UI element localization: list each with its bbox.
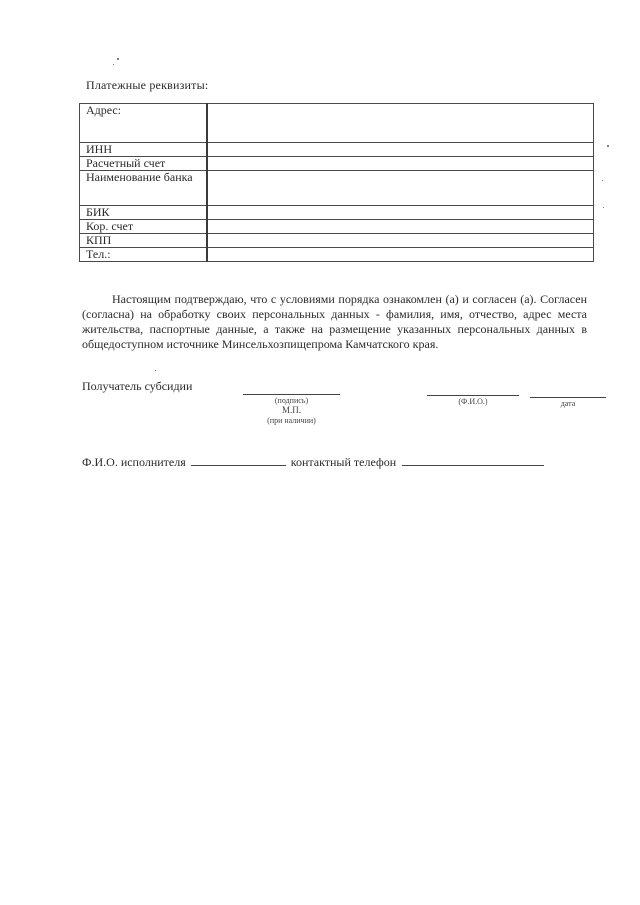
scan-speck	[602, 180, 603, 181]
address-label: Адрес:	[80, 104, 208, 143]
table-row	[80, 206, 594, 220]
payment-details-table	[79, 103, 594, 262]
corr-account-label: Кор. счет	[80, 220, 208, 234]
bank-name-value[interactable]	[207, 171, 594, 206]
scan-speck	[603, 207, 604, 208]
bik-label: БИК	[80, 206, 208, 220]
contact-phone-label: контактный телефон	[290, 455, 397, 469]
executor-label: Ф.И.О. исполнителя	[82, 455, 186, 469]
date-line[interactable]	[530, 397, 606, 398]
table-row	[80, 234, 594, 248]
table-row	[80, 171, 594, 206]
date-caption: дата	[560, 399, 576, 408]
inn-label: ИНН	[80, 143, 208, 157]
scan-speck	[607, 145, 609, 147]
address-value[interactable]	[207, 104, 594, 143]
recipient-label: Получатель субсидии	[82, 379, 193, 393]
scan-speck	[113, 64, 114, 65]
signature-line[interactable]	[243, 394, 340, 395]
table-row	[80, 220, 594, 234]
phone-label: Тел.:	[80, 248, 208, 262]
corr-account-value[interactable]	[207, 220, 594, 234]
scan-speck	[117, 58, 119, 60]
consent-text: Настоящим подтверждаю, что с условиями порядка ознакомлен (а) и согласен (а). Согласен (согласна) на обработку своих персональных данных - фамилия, имя, отчество, адрес места жительства, паспортные данные, а также на размещение указанных персональных данных в общедоступном источнике Минсельхозпищепрома Камчатского края.	[82, 292, 587, 351]
stamp-caption: М.П.	[281, 405, 301, 415]
signature-caption: (подпись)	[274, 396, 309, 405]
fio-line[interactable]	[427, 395, 519, 396]
kpp-label: КПП	[80, 234, 208, 248]
stamp-note: (при наличии)	[267, 416, 316, 425]
executor-line	[82, 455, 544, 470]
bik-value[interactable]	[207, 206, 594, 220]
consent-paragraph	[82, 292, 587, 352]
phone-value[interactable]	[207, 248, 594, 262]
table-row	[80, 104, 594, 143]
inn-value[interactable]	[207, 143, 594, 157]
scan-speck	[155, 370, 156, 371]
account-label: Расчетный счет	[80, 157, 208, 171]
table-row	[80, 248, 594, 262]
kpp-value[interactable]	[207, 234, 594, 248]
executor-name-blank[interactable]	[191, 455, 286, 466]
table-row	[80, 143, 594, 157]
bank-name-label: Наименование банка	[80, 171, 208, 206]
fio-caption: (Ф.И.О.)	[458, 397, 488, 406]
contact-phone-blank[interactable]	[402, 455, 544, 466]
account-value[interactable]	[207, 157, 594, 171]
table-row	[80, 157, 594, 171]
payment-details-heading: Платежные реквизиты:	[86, 78, 209, 92]
